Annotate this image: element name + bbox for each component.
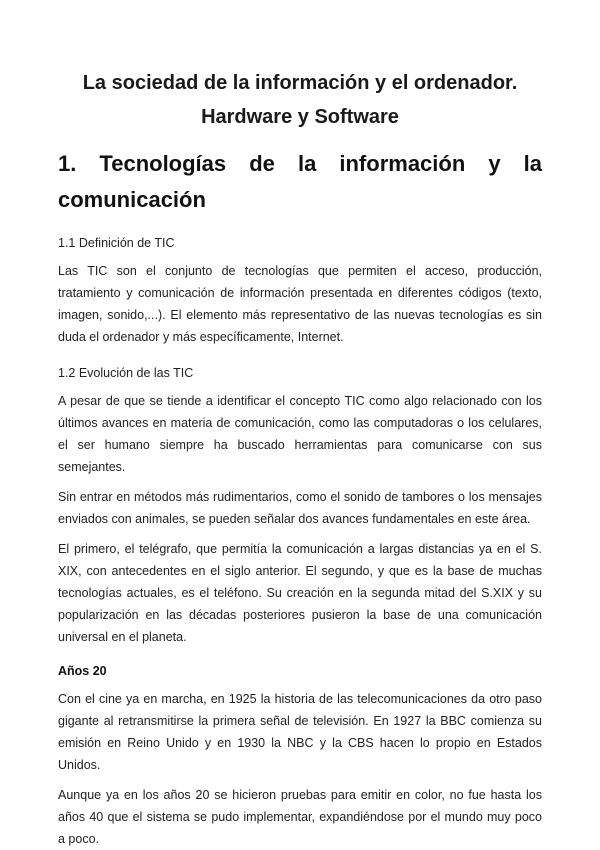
document-title xyxy=(58,0,542,134)
title-line-1: La sociedad de la información y el ordenador. xyxy=(82,72,518,94)
paragraph-advances: Sin entrar en métodos más rudimentarios, como el sonido de tambores o los mensajes enviados con animales, se pueden señalar dos avances fundamentales en este área. xyxy=(58,490,542,526)
paragraph-definition: Las TIC son el conjunto de tecnologías que permiten el acceso, producción, tratamiento y comunicación de información presentada en diferentes códigos (texto, imagen, sonido,...). El elemento más representativo de las nuevas tecnologías es sin duda el ordenador y más específicamente, Internet. xyxy=(58,264,542,344)
subheading-evolution: 1.2 Evolución de las TIC xyxy=(58,366,194,380)
paragraph-television: Con el cine ya en marcha, en 1925 la historia de las telecomunicaciones da otro paso gigante al retransmitirse la primera señal de televisión. En 1927 la BBC comienza su emisión en Reino Unido y en 1930 la NBC y la CBS hacen lo propio en Estados Unidos. xyxy=(58,692,542,772)
paragraph-color: Aunque ya en los años 20 se hicieron pruebas para emitir en color, no fue hasta los años 40 que el sistema se pudo implementar, expandiéndose por el mundo muy poco a poco. xyxy=(58,788,542,846)
section-heading-line-2: comunicación xyxy=(58,187,206,212)
subheading-definition: 1.1 Definición de TIC xyxy=(58,236,175,250)
heading-anos-20: Años 20 xyxy=(58,664,107,678)
title-line-2: Hardware y Software xyxy=(201,106,399,128)
section-heading xyxy=(58,146,542,218)
section-heading-line-1: 1. Tecnologías de la información y la xyxy=(58,151,542,176)
paragraph-evolution-intro: A pesar de que se tiende a identificar el concepto TIC como algo relacionado con los últimos avances en materia de comunicación, como las computadoras o los celulares, el ser humano siempre ha buscado herramientas para comunicarse con sus semejantes. xyxy=(58,394,542,474)
paragraph-telegraph-telephone: El primero, el telégrafo, que permitía la comunicación a largas distancias ya en el S. XIX, con antecedentes en el siglo anterior. El segundo, y que es la base de muchas tecnologías actuales, es el teléfono. Su creación en la segunda mitad del S.XIX y su popularización en las décadas posteriores pusieron la base de una comunicación universal en el planeta. xyxy=(58,542,542,644)
